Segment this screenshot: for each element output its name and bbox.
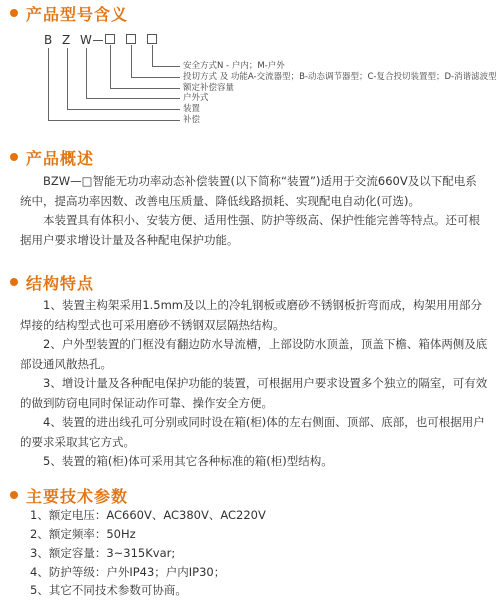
overview-paragraph: BZW—□智能无功功率动态补偿装置(以下简称“装置”)适用于交流660V及以下配电系统中，提高功率因数、改善电压质量、降低线路损耗、实现配电自动化(可选)。: [20, 174, 477, 208]
section-title: 产品概述: [26, 148, 95, 168]
structure-item: 2、户外型装置的门框没有翻边防水导流槽，上部设防水顶盖，顶盖下檐、箱体两侧及底部设通风散热孔。: [20, 337, 488, 371]
code-dash: [93, 40, 103, 41]
leader-line: [48, 120, 180, 121]
section-title: 产品型号含义: [26, 4, 129, 24]
structure-item: 5、装置的箱(柜)体可采用其它各种标准的箱(柜)型结构。: [43, 454, 333, 468]
section-title: 结构特点: [26, 273, 95, 293]
leader-line: [110, 45, 111, 89]
leader-line: [67, 48, 68, 110]
leader-line: [152, 66, 180, 67]
spec-item-protection: 4、防护等级：户外IP43；户内IP30；: [30, 565, 226, 579]
specs-section-header: [10, 484, 128, 506]
structure-item: 1、装置主构架采用1.5mm及以上的冷轧钢板或磨砂不锈钢板折弯而成，构架用用部分焊接的结构型式也可采用磨砂不锈钢双层隔热结构。: [20, 298, 483, 332]
bullet-dot-icon: [10, 9, 18, 17]
leader-line: [131, 77, 180, 78]
bullet-dot-icon: [10, 153, 18, 161]
spec-item-other: 5、其它不同技术参数可协商。: [30, 583, 187, 597]
leader-line: [48, 48, 49, 121]
legend-outdoor: 户外式: [183, 93, 209, 103]
spec-item-voltage: 1、额定电压：AC660V、AC380V、AC220V: [30, 508, 266, 522]
structure-section-header: [10, 271, 94, 293]
spec-item-frequency: 2、额定频率：50Hz: [30, 527, 136, 541]
spec-item-capacity: 3、额定容量：3~315Kvar;: [30, 546, 176, 560]
legend-safety: 安全方式N - 户内；M-户外: [183, 61, 285, 71]
section-title: 主要技术参数: [26, 486, 129, 506]
legend-compensation: 补偿: [183, 115, 201, 125]
code-letter-z: Z: [62, 33, 71, 47]
overview-paragraph: 本装置具有体积小、安装方便、适用性强、防护等级高、保护性能完善等特点。还可根据用户要求增设计量及各种配电保护功能。: [20, 213, 480, 247]
leader-line: [86, 98, 180, 99]
leader-line: [67, 109, 180, 110]
overview-section-header: [10, 146, 94, 168]
leader-line: [86, 48, 87, 99]
legend-capacity: 额定补偿容量: [183, 83, 235, 93]
leader-line: [110, 88, 180, 89]
legend-device: 装置: [183, 104, 201, 114]
bullet-dot-icon: [10, 278, 18, 286]
code-box-function: [126, 34, 136, 44]
bullet-dot-icon: [10, 491, 18, 499]
code-letter-w: W: [80, 33, 92, 47]
structure-item: 4、装置的进出线孔可分别或同时设在箱(柜)体的左右侧面、顶部、底部，也可根据用户的要求采取其它方式。: [20, 415, 485, 449]
leader-line: [131, 45, 132, 78]
code-box-capacity: [105, 34, 115, 44]
leader-line: [152, 45, 153, 67]
legend-function: 投切方式 及 功能A-交流器型；B-动态调节器型；C-复合投切装置型；D-消谐滤波型: [183, 72, 497, 82]
code-letter-b: B: [44, 33, 53, 47]
code-box-safety: [147, 34, 157, 44]
structure-item: 3、增设计量及各种配电保护功能的装置，可根据用户要求设置多个独立的隔室，可有效的做到防窃电同时保证动作可靠、操作安全方便。: [20, 376, 488, 410]
model-section-header: [10, 2, 128, 24]
